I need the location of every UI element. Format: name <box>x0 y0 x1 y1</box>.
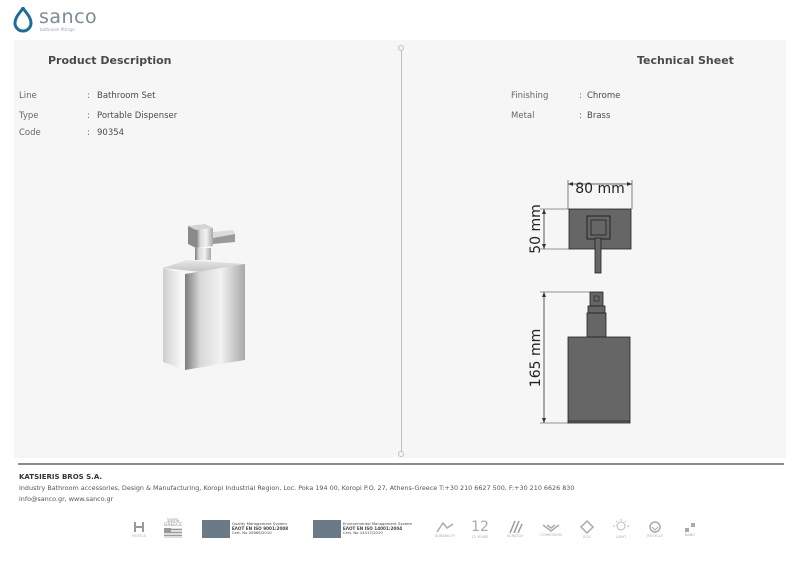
technical-drawing <box>520 175 640 430</box>
height-label: 165 mm <box>528 328 544 388</box>
brand-name: sanco <box>39 5 98 28</box>
cert-iso-9001: Quality Management System ΕΛΟΤ EN ISO 9001:2008 Cert. No 00866/2010 <box>200 514 290 544</box>
divider-bottom-dot <box>398 451 404 457</box>
cert-greece: 100% GREECE <box>162 514 184 544</box>
eu-flag-icon <box>313 520 341 538</box>
spec-colon: : <box>87 128 90 138</box>
greek-flag-icon <box>164 528 182 538</box>
spec-label: Finishing <box>511 91 549 101</box>
recycle-icon <box>648 520 662 534</box>
footer-rule <box>18 463 784 465</box>
cert-corrosion: CORROSION <box>538 514 564 544</box>
certifications-row <box>128 514 708 544</box>
vertical-divider <box>401 50 402 454</box>
spec-value: 90354 <box>97 128 125 138</box>
cert-warranty: 12 12 YEARS <box>471 519 489 539</box>
front-view-body <box>568 337 630 423</box>
warranty-icon: 12 <box>471 519 489 535</box>
spec-row-metal <box>511 111 610 121</box>
technical-sheet-title: Technical Sheet <box>637 54 734 67</box>
cert-light: LIGHT <box>610 514 632 544</box>
brand-logo <box>12 6 97 34</box>
spec-colon: : <box>579 111 582 121</box>
divider-top-dot <box>398 45 404 51</box>
company-name: KATSIERIS BROS S.A. <box>19 473 103 481</box>
spec-row-finishing <box>511 91 620 101</box>
eco-icon <box>579 519 595 535</box>
nano-icon <box>683 521 697 533</box>
product-image <box>155 222 255 372</box>
spec-row-code <box>19 128 124 138</box>
front-view-pump <box>590 292 603 306</box>
spec-label: Line <box>19 91 37 101</box>
cert-nano: NANO <box>678 514 702 544</box>
company-address: Industry Bathroom accessories, Design & Manufacturing, Koropi Industrial Region, Loc. Poka 194 00, Koropi P.O. 27, Athens-Greece T:+30 210 6627 500, F:+30 210 6626 830 <box>19 484 575 492</box>
spec-colon: : <box>87 91 90 101</box>
cert-eco: ECO <box>576 514 598 544</box>
spec-row-type <box>19 111 177 121</box>
product-description-title: Product Description <box>48 54 172 67</box>
content-panel <box>14 40 786 458</box>
cert-iso-14001: Environmental Management System ΕΛΟΤ EN ISO 14001:2004 Cert. No 14417/2010 <box>310 514 415 544</box>
water-drop-icon <box>12 7 34 33</box>
spec-colon: : <box>579 91 582 101</box>
cert-scratch: SCRATCH <box>504 514 526 544</box>
corrosion-icon <box>541 521 561 533</box>
spec-value: Portable Dispenser <box>97 111 178 121</box>
cert-durability: DURABILITY <box>432 514 458 544</box>
spec-colon: : <box>87 111 90 121</box>
hotels-icon <box>132 520 146 534</box>
depth-label: 50 mm <box>528 204 544 254</box>
spec-value: Chrome <box>587 91 621 101</box>
cert-recycle: RECYCLE <box>644 514 666 544</box>
light-bulb-icon <box>613 519 629 535</box>
spec-label: Metal <box>511 111 535 121</box>
spec-label: Type <box>19 111 39 121</box>
spec-row-line <box>19 91 155 101</box>
spec-label: Code <box>19 128 41 138</box>
brand-tagline: bathroom fittings <box>40 26 75 32</box>
company-contact[interactable]: info@sanco.gr, www.sanco.gr <box>19 495 114 503</box>
scratch-icon <box>507 520 523 534</box>
cert-hotels: HOTELS <box>128 514 150 544</box>
durability-icon <box>435 520 455 534</box>
eu-flag-icon <box>202 520 230 538</box>
spec-value: Brass <box>587 111 611 121</box>
spec-value: Bathroom Set <box>97 91 156 101</box>
width-label: 80 mm <box>575 181 625 197</box>
